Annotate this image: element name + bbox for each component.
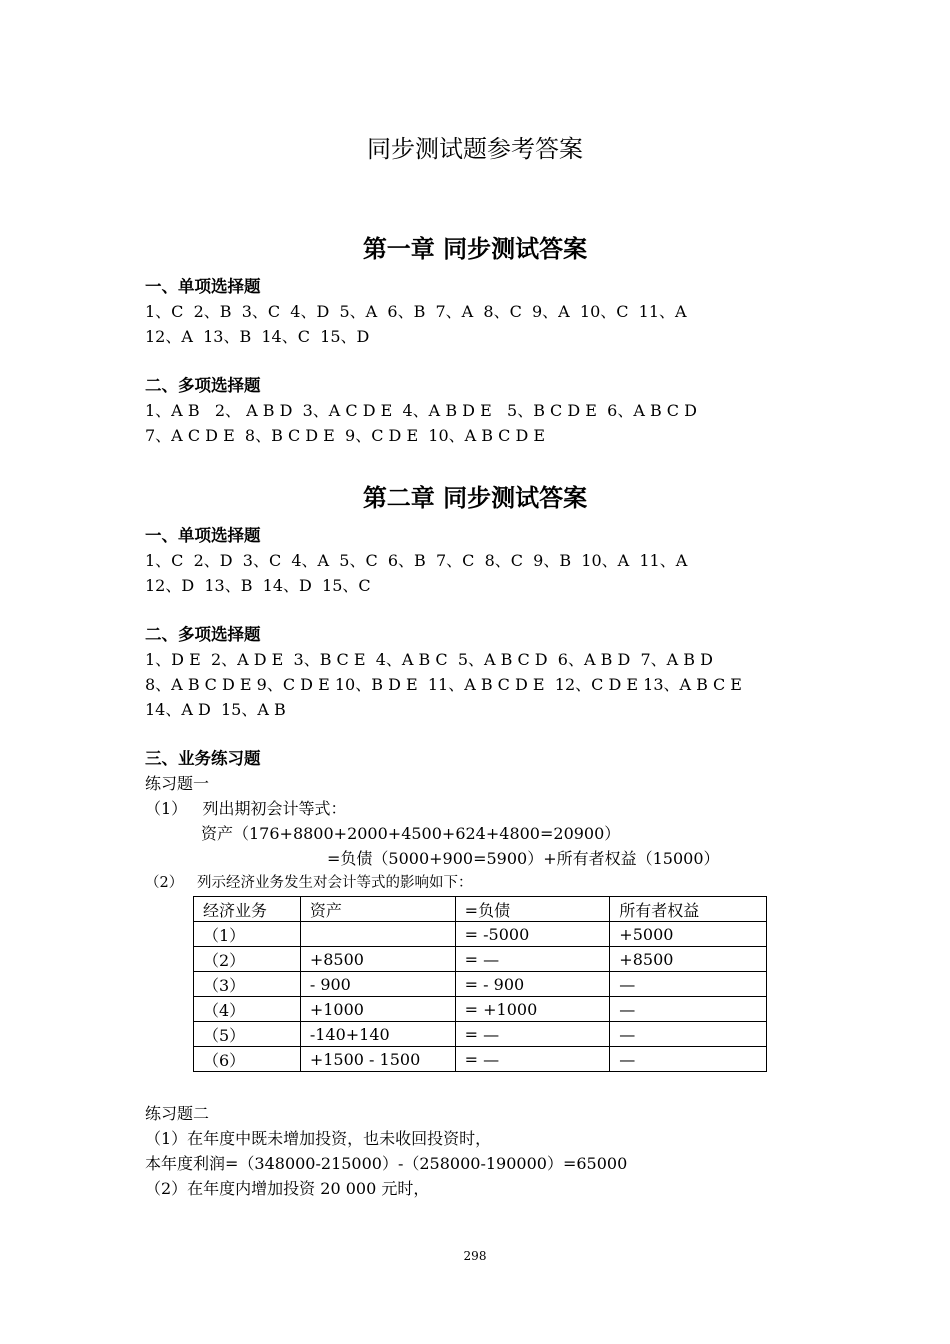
cell-equity: — [610,997,767,1022]
page-title: 同步测试题参考答案 [367,135,583,163]
exercise2-line2: 本年度利润=（348000-215000）-（258000-190000）=65000 [145,1154,628,1173]
chapter1-multi-answers-line2: 7、A C D E 8、B C D E 9、C D E 10、A B C D E [145,426,546,445]
chapter1-single-answers-line1: 1、C 2、B 3、C 4、D 5、A 6、B 7、A 8、C 9、A 10、C 11、A [145,302,687,321]
chapter2-single-answers-line2: 12、D 13、B 14、D 15、C [145,576,371,595]
chapter1-single-answers-line2: 12、A 13、B 14、C 15、D [145,327,370,346]
exercise1-title: 练习题一 [145,774,210,793]
transaction-effect-table [193,896,767,1072]
table-row [194,972,767,997]
cell-liabilities: = — [455,1022,610,1047]
exercise2-line1: （1）在年度中既未增加投资，也未收回投资时， [145,1129,492,1148]
table-header-row [194,897,767,922]
cell-transaction: （5） [194,1022,301,1047]
cell-equity: — [610,1047,767,1072]
page-number: 298 [463,1249,487,1263]
cell-liabilities: = +1000 [455,997,610,1022]
exercise1-item1-label: （1） 列出期初会计等式： [145,799,347,818]
cell-liabilities: = — [455,1047,610,1072]
chapter2-multi-choice-heading: 二、多项选择题 [145,625,261,644]
chapter2-single-answers-line1: 1、C 2、D 3、C 4、A 5、C 6、B 7、C 8、C 9、B 10、A 11、A [145,551,688,570]
cell-transaction: （1） [194,922,301,947]
chapter2-multi-answers-line3: 14、A D 15、A B [145,700,286,719]
cell-equity: — [610,972,767,997]
table-row [194,1047,767,1072]
exercise2-title: 练习题二 [145,1104,210,1123]
cell-assets: -140+140 [300,1022,455,1047]
cell-assets: +1000 [300,997,455,1022]
exercise1-item2-label: （2） 列示经济业务发生对会计等式的影响如下： [145,875,473,891]
cell-transaction: （6） [194,1047,301,1072]
cell-assets: +1500 - 1500 [300,1047,455,1072]
header-transaction: 经济业务 [194,897,301,922]
cell-assets [300,922,455,947]
chapter2-single-choice-heading: 一、单项选择题 [145,526,261,545]
table-row [194,947,767,972]
cell-assets: - 900 [300,972,455,997]
table-row [194,922,767,947]
cell-liabilities: = -5000 [455,922,610,947]
cell-equity: — [610,1022,767,1047]
chapter1-multi-answers-line1: 1、A B 2、 A B D 3、A C D E 4、A B D E 5、B C D E 6、A B C D [145,401,697,420]
table-row [194,1022,767,1047]
chapter1-multi-choice-heading: 二、多项选择题 [145,376,261,395]
exercise2-line3: （2）在年度内增加投资 20 000 元时， [145,1179,430,1198]
cell-equity: +8500 [610,947,767,972]
cell-liabilities: = - 900 [455,972,610,997]
chapter1-single-choice-heading: 一、单项选择题 [145,277,261,296]
exercise1-equation-line2: =负债（5000+900=5900）+所有者权益（15000） [327,849,720,868]
exercise1-equation-line1: 资产（176+8800+2000+4500+624+4800=20900） [201,824,621,843]
header-assets: 资产 [300,897,455,922]
practice-heading: 三、业务练习题 [145,749,261,768]
header-equity: 所有者权益 [610,897,767,922]
header-liabilities: =负债 [455,897,610,922]
cell-liabilities: = — [455,947,610,972]
chapter1-title: 第一章 同步测试答案 [362,235,588,263]
table-row [194,997,767,1022]
cell-equity: +5000 [610,922,767,947]
cell-transaction: （3） [194,972,301,997]
chapter2-title: 第二章 同步测试答案 [362,484,588,512]
cell-transaction: （4） [194,997,301,1022]
chapter2-multi-answers-line1: 1、D E 2、A D E 3、B C E 4、A B C 5、A B C D 6、A B D 7、A B D [145,650,713,669]
cell-transaction: （2） [194,947,301,972]
cell-assets: +8500 [300,947,455,972]
chapter2-multi-answers-line2: 8、A B C D E 9、C D E 10、B D E 11、A B C D E 12、C D E 13、A B C E [145,675,742,694]
